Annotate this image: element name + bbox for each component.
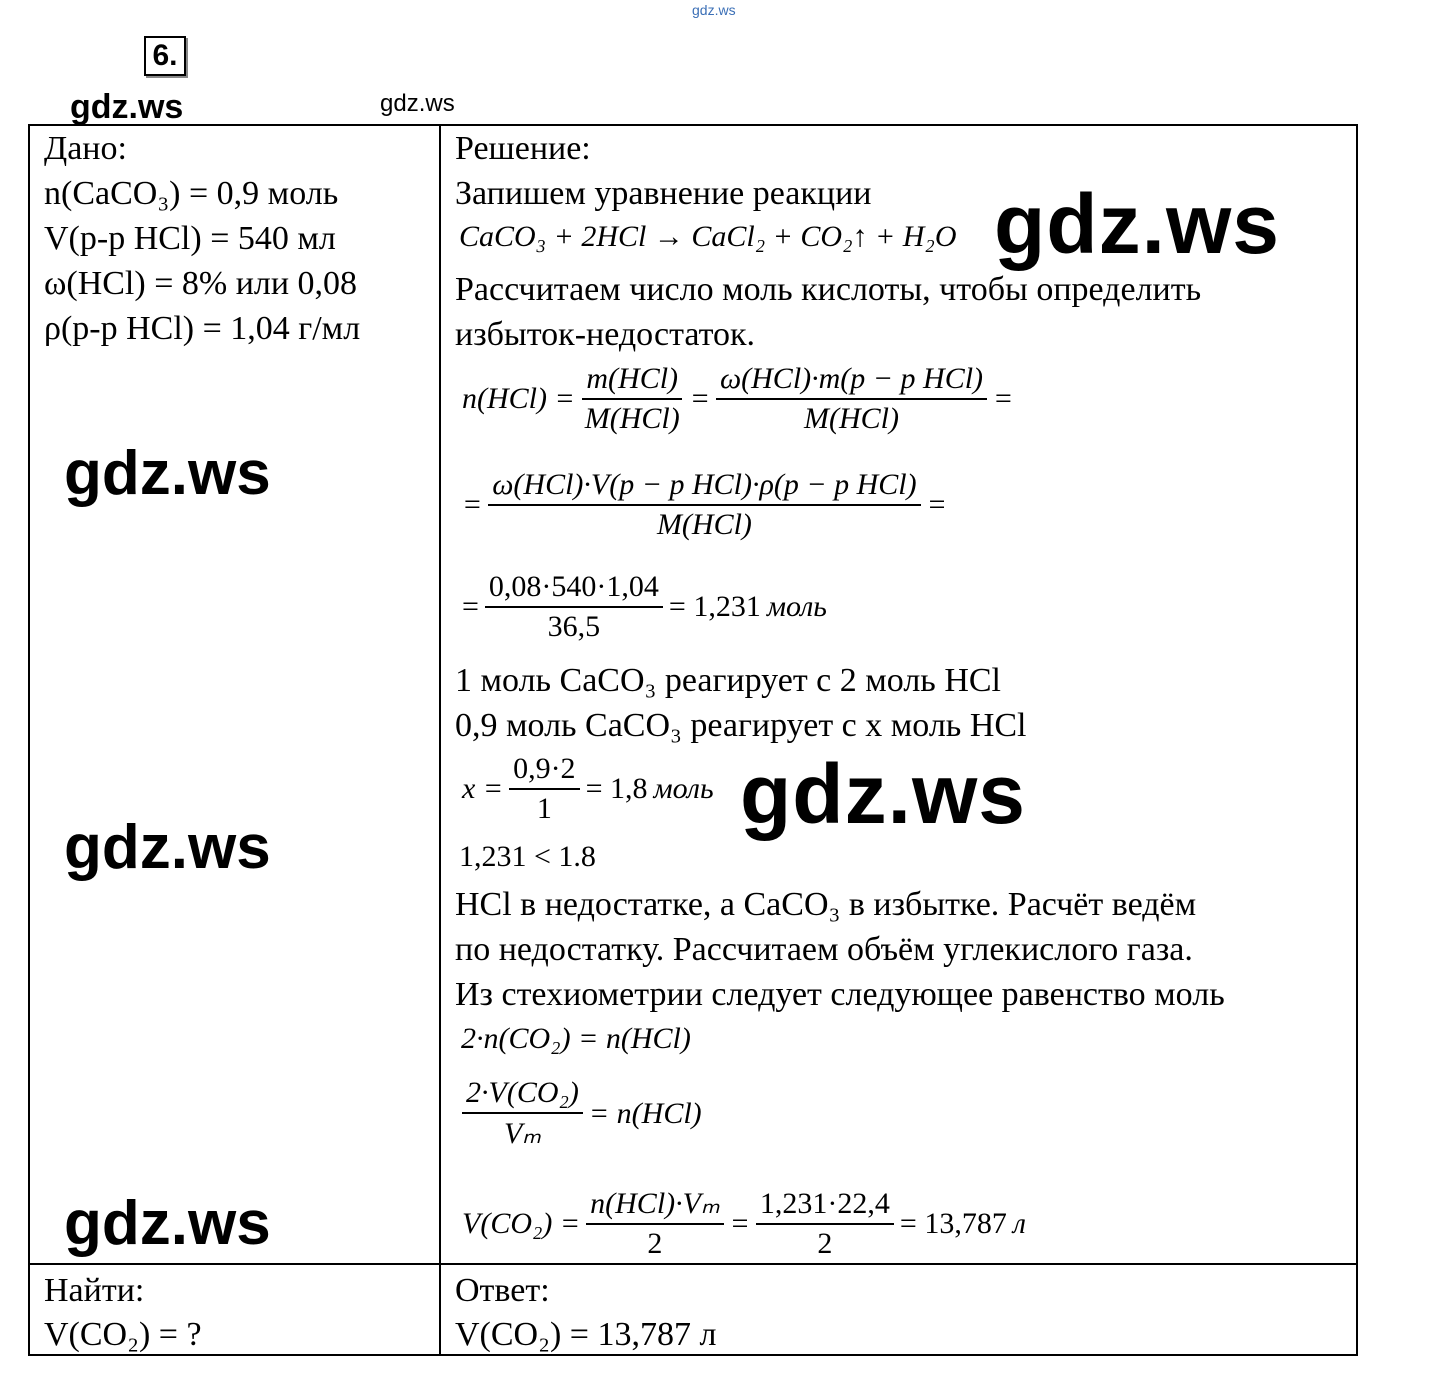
table-divider-horizontal [28,1263,1358,1265]
fraction [756,1187,894,1261]
fraction-denominator: M(HCl) [804,402,899,435]
solution-heading: Решение: [455,130,591,167]
formula-equals: = [993,382,1014,415]
comparison: 1,231 < 1.8 [459,840,596,873]
find-heading: Найти: [44,1272,145,1309]
fraction-denominator: M(HCl) [656,508,752,541]
formula-rhs: = n(HCl) [588,1096,702,1130]
formula-lhs: n(HCl) = [462,382,575,415]
watermark-top: gdz.ws [692,2,736,18]
ratio-line: 1 моль CaCO₃ реагирует с 2 моль HCl [455,662,1001,699]
fraction [509,752,580,826]
fraction-numerator: 1,231·22,4 [756,1187,894,1225]
watermark-right: gdz.ws [994,177,1281,271]
given-line: n(CaCO₃) = 0,9 моль [44,175,339,212]
solution-text: Рассчитаем число моль кислоты, чтобы определить [455,271,1202,308]
watermark-right: gdz.ws [740,747,1027,841]
formula-result: = 1,231 [668,590,761,623]
formula-expanded [459,468,950,542]
fraction-numerator: 0,9·2 [509,752,580,790]
formula-volume-relation [459,1076,705,1151]
fraction-denominator: 1 [536,792,552,825]
given-heading: Дано: [44,130,127,167]
watermark-left: gdz.ws [64,813,271,882]
fraction [586,1186,724,1261]
task-number: 6. [144,36,186,76]
given-line: ω(HCl) = 8% или 0,08 [44,265,358,302]
fraction [488,468,920,542]
fraction [462,1076,583,1151]
fraction-numerator: n(HCl)·Vₘ [586,1186,724,1225]
formula-unit: л [1012,1206,1026,1240]
formula-lhs: x = [462,772,504,805]
formula-x [459,752,717,826]
solution-text: Из стехиометрии следует следующее равенство моль [455,976,1225,1013]
given-line: ρ(р-р HCl) = 1,04 г/мл [44,310,361,347]
formula-unit: моль [653,772,714,805]
formula-volume-co2 [459,1186,1029,1261]
fraction [485,570,663,644]
formula-lhs: V(CO₂) = [462,1206,581,1240]
answer-heading: Ответ: [455,1272,550,1309]
formula-equals: = [462,590,479,623]
formula-equals: = [462,488,483,521]
fraction [581,362,684,436]
solution-text: избыток-недостаток. [455,316,756,353]
solution-text: по недостатку. Рассчитаем объём углекислого газа. [455,931,1193,968]
formula-equals: = [689,382,710,415]
fraction-numerator: 0,08·540·1,04 [485,570,663,608]
given-line: V(р-р HCl) = 540 мл [44,220,336,257]
ratio-line: 0,9 моль CaCO₃ реагирует с x моль HCl [455,707,1027,744]
fraction-numerator: 2·V(CO₂) [462,1076,583,1114]
formula-unit: моль [766,590,827,623]
watermark-header-left: gdz.ws [70,88,184,126]
watermark-left: gdz.ws [64,1189,271,1258]
fraction [716,362,987,436]
formula-moles-equality: 2·n(CO₂) = n(HCl) [461,1022,691,1055]
fraction-denominator: 2 [817,1226,833,1260]
reaction-equation: CaCO₃ + 2HCl → CaCl₂ + CO₂↑ + H₂O [459,220,957,253]
find-line: V(CO₂) = ? [44,1316,202,1353]
fraction-denominator: 2 [647,1227,663,1260]
fraction-denominator: M(HCl) [584,402,680,435]
fraction-numerator: m(HCl) [582,362,682,400]
formula-result: = 1,8 [585,772,648,805]
formula-numeric [459,570,830,644]
answer-line: V(CO₂) = 13,787 л [455,1316,717,1353]
fraction-denominator: 36,5 [547,610,601,643]
watermark-header-center: gdz.ws [380,90,455,117]
fraction-numerator: ω(HCl)·m(p − p HCl) [716,362,987,400]
table-divider-vertical [439,124,441,1356]
fraction-denominator: Vₘ [503,1117,541,1150]
solution-text: HCl в недостатке, а CaCO₃ в избытке. Расчёт ведём [455,886,1197,923]
watermark-left: gdz.ws [64,439,271,508]
formula-equals: = [926,488,947,521]
fraction-numerator: ω(HCl)·V(p − p HCl)·ρ(p − p HCl) [488,468,920,506]
formula-result: = 13,787 [899,1206,1007,1240]
solution-intro: Запишем уравнение реакции [455,175,872,212]
formula-equals: = [729,1206,750,1240]
formula-n-hcl [459,362,1016,436]
